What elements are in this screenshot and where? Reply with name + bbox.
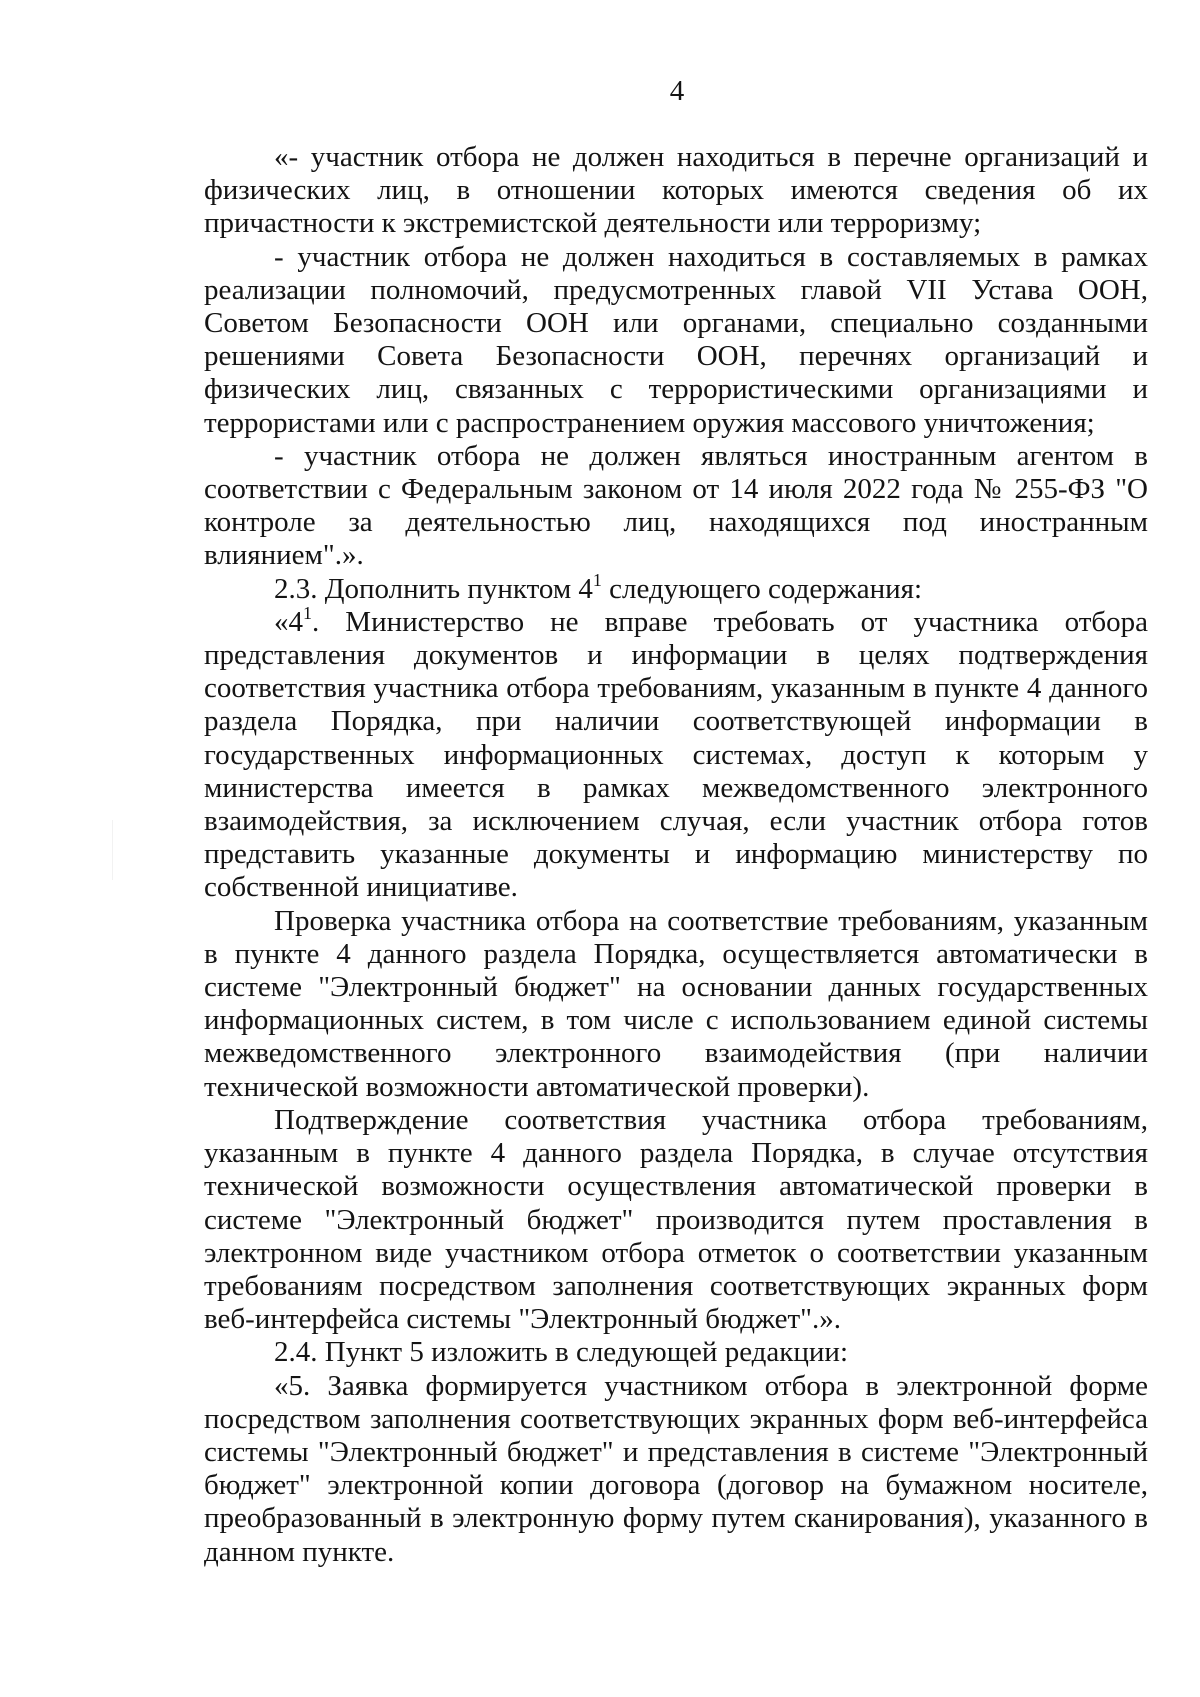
paragraph-2-3-heading	[204, 569, 1148, 606]
paragraph-extremism-list: «- участник отбора не должен находиться в перечне организаций и физических лиц, в отношении которых имеются сведения об их причастности к экстремистской деятельности или терроризму;	[204, 141, 1148, 240]
text-part: следующего содержания:	[601, 572, 923, 605]
text-part: 2.3. Дополнить пунктом 4	[274, 572, 593, 605]
paragraph-automatic-check: Проверка участника отбора на соответствие требованиям, указанным в пункте 4 данного раздела Порядка, осуществляется автоматически в системе "Электронный бюджет" на основании данных государственных информационных систем, в том числе с использованием единой системы межведомственного электронного взаимодействия (при наличии технической возможности автоматической проверки).	[204, 904, 1148, 1103]
paragraph-un-list: - участник отбора не должен находиться в составляемых в рамках реализации полномочий, предусмотренных главой VII Устава ООН, Советом Безопасности ООН или органами, специально созданными решениями Совета Безопасности ООН, перечнях организаций и физических лиц, связанных с террористическими организациями и террористами или с распространением оружия массового уничтожения;	[204, 240, 1148, 439]
document-body	[204, 141, 1148, 1569]
paragraph-confirmation: Подтверждение соответствия участника отбора требованиям, указанным в пункте 4 данного раздела Порядка, в случае отсутствия технической возможности осуществления автоматической проверки в системе "Электронный бюджет" производится путем проставления в электронном виде участником отбора отметок о соответствии указанным требованиям посредством заполнения соответствующих экранных форм веб-интерфейса системы "Электронный бюджет".».	[204, 1103, 1148, 1336]
text-part: . Министерство не вправе требовать от участника отбора представления документов и информации в целях подтверждения соответствия участника отбора требованиям, указанным в пункте 4 данного раздела Порядка, при наличии соответствующей информации в государственных информационных системах, доступ к которым у министерства имеется в рамках межведомственного электронного взаимодействия, за исключением случая, если участник отбора готов представить указанные документы и информацию министерству по собственной инициативе.	[204, 605, 1148, 904]
paragraph-point-5: «5. Заявка формируется участником отбора в электронной форме посредством заполнения соответствующих экранных форм веб-интерфейса системы "Электронный бюджет" и представления в системе "Электронный бюджет" электронной копии договора (договор на бумажном носителе, преобразованный в электронную форму путем сканирования), указанного в данном пункте.	[204, 1369, 1148, 1568]
text-part: «4	[274, 605, 303, 638]
paragraph-2-4-heading: 2.4. Пункт 5 изложить в следующей редакции:	[274, 1336, 849, 1369]
superscript: 1	[592, 569, 602, 590]
page-number: 4	[669, 75, 685, 107]
superscript: 1	[303, 602, 312, 623]
paragraph-point-4-1	[204, 602, 1148, 905]
scan-margin-mark	[112, 820, 113, 880]
paragraph-foreign-agent: - участник отбора не должен являться иностранным агентом в соответствии с Федеральным законом от 14 июля 2022 года № 255-ФЗ "О контроле за деятельностью лиц, находящихся под иностранным влиянием".».	[204, 439, 1148, 572]
